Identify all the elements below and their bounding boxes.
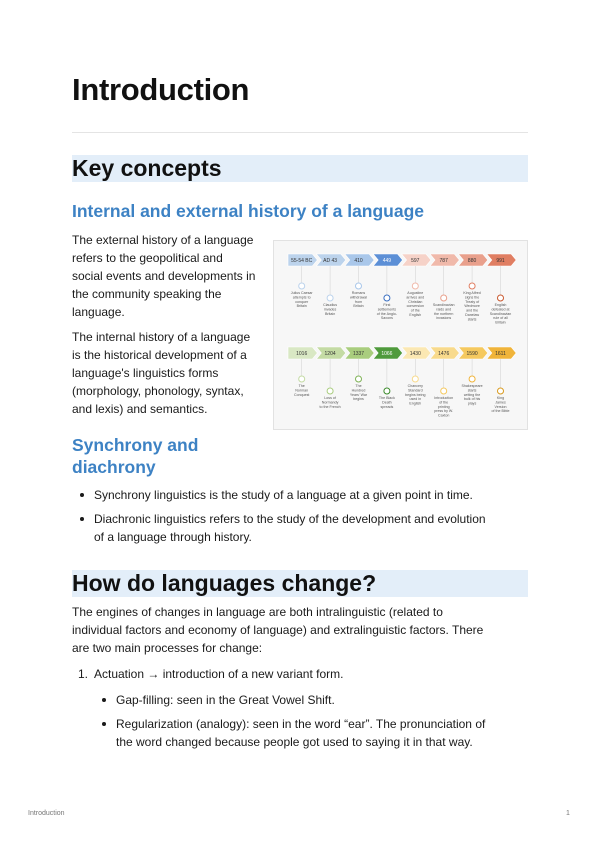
list-item-text: Actuation → introduction of a new variant form. — [94, 667, 344, 681]
heading-line: Synchrony and — [72, 435, 199, 455]
timeline-dot — [412, 283, 418, 289]
timeline-caption-line: from — [354, 299, 363, 304]
text-line: of a language through history. — [94, 530, 252, 544]
timeline-caption — [434, 396, 453, 418]
timeline-caption-line: of the Bible — [491, 409, 510, 414]
text-line: Regularization (analogy): seen in the word “ear”. The pronunciation of — [116, 717, 486, 731]
timeline-caption-line: to the French — [319, 404, 341, 409]
timeline-caption-line: and the — [466, 308, 479, 313]
list-item — [72, 486, 528, 504]
timeline-caption-line: conversion — [406, 304, 424, 309]
text-line: individual factors and economy of language) and extralinguistic factors. There — [72, 623, 484, 637]
text-line: The internal history of a language — [72, 330, 251, 344]
timeline-caption-line: Romans — [351, 291, 366, 295]
timeline-caption-line: Britain — [495, 320, 506, 325]
english-history-timeline-figure — [273, 240, 528, 430]
timeline-caption-line: writing the — [463, 392, 481, 397]
timeline-caption — [350, 384, 368, 401]
timeline-caption — [490, 303, 512, 325]
timeline-caption — [379, 396, 395, 409]
timeline-date: AD 43 — [323, 258, 338, 264]
heading-language-change: How do languages change? — [72, 570, 377, 596]
timeline-dot — [441, 388, 447, 394]
timeline-caption-line: Augustine — [407, 291, 424, 295]
timeline-caption-line: English — [409, 313, 422, 317]
timeline-caption-line: invasions — [436, 316, 452, 321]
paragraph-change-intro — [72, 603, 483, 657]
timeline-caption-line: Scandinavian — [432, 303, 455, 307]
timeline-graphic — [274, 241, 529, 431]
timeline-dot — [299, 376, 305, 382]
numbered-list — [72, 665, 528, 749]
timeline-caption-line: Loss of — [324, 396, 336, 400]
timeline-date: 1590 — [466, 351, 478, 357]
timeline-caption — [377, 303, 398, 320]
timeline-caption-line: of the Anglo- — [376, 311, 397, 316]
timeline-dot — [469, 376, 475, 382]
text-line: social events and developments in — [72, 269, 256, 283]
timeline-caption-line: Version — [494, 404, 507, 409]
timeline-caption-line: Wedmore — [464, 304, 480, 309]
text-line: Gap-filling: seen in the Great Vowel Shift. — [116, 693, 335, 707]
timeline-caption-line: The Black — [378, 396, 395, 400]
text-line: The external history of a language — [72, 233, 254, 247]
timeline-caption-line: Death — [382, 400, 392, 405]
timeline-date: 1611 — [495, 351, 506, 357]
text-line: and lexis) and semantics. — [72, 402, 208, 416]
timeline-dot — [327, 295, 333, 301]
text-line: are two main processes for change: — [72, 641, 263, 655]
timeline-caption-line: raids and — [436, 307, 452, 312]
timeline-caption-line: starts — [467, 388, 477, 393]
timeline-dot — [356, 376, 362, 382]
timeline-caption-line: attempts to — [292, 295, 311, 300]
text-line: Diachronic linguistics refers to the study of the development and evolution — [94, 512, 486, 526]
text-line: (morphology, phonology, syntax, — [72, 384, 244, 398]
timeline-caption-line: invades — [323, 307, 337, 312]
timeline-caption-line: Standard — [408, 388, 423, 393]
timeline-caption — [320, 396, 341, 409]
timeline-caption-line: starts — [467, 317, 477, 322]
timeline-date: 1430 — [409, 351, 421, 357]
actuation-sub-bullets — [94, 691, 528, 751]
timeline-caption-line: Britain — [296, 304, 307, 309]
timeline-caption — [463, 291, 480, 321]
timeline-caption-line: Introduction — [434, 396, 454, 400]
timeline-caption-line: rule of all — [493, 316, 508, 321]
timeline-caption-line: signs the — [464, 295, 480, 300]
page-title: Introduction — [72, 72, 250, 107]
timeline-date: 787 — [439, 258, 448, 264]
timeline-caption-line: Norman — [295, 388, 309, 393]
heading-key-concepts: Key concepts — [72, 155, 222, 181]
timeline-caption — [492, 396, 510, 413]
timeline-caption-line: Julius Caesar — [290, 291, 313, 295]
timeline-date: 1337 — [352, 351, 365, 357]
timeline-caption-line: Saxons — [380, 316, 393, 321]
text-line: language. — [72, 305, 125, 319]
timeline-caption-line: King — [496, 396, 505, 400]
timeline-caption-line: begins being — [405, 392, 426, 397]
timeline-caption-line: Treaty of — [465, 299, 480, 304]
timeline-caption-line: of the — [439, 400, 449, 405]
text-line: is the historical development of a — [72, 348, 247, 362]
text-line: refers to the geopolitical and — [72, 251, 223, 265]
timeline-caption — [433, 303, 455, 320]
timeline-dot — [327, 388, 333, 394]
heading-internal-external-history: Internal and external history of a language — [72, 201, 425, 221]
text-line: Synchrony linguistics is the study of a language at a given point in time. — [94, 488, 473, 502]
timeline-dot — [469, 283, 475, 289]
timeline-caption — [350, 291, 367, 308]
list-number: 1. — [78, 667, 89, 681]
list-item — [94, 691, 528, 709]
timeline-caption-line: settlements — [377, 307, 397, 312]
timeline-date: 991 — [496, 258, 505, 264]
timeline-caption-line: Shakespeare — [461, 384, 483, 388]
timeline-caption-line: Britain — [325, 311, 336, 316]
timeline-caption-line: conquer — [295, 299, 309, 304]
timeline-caption-line: Normandy — [321, 400, 339, 405]
timeline-dot — [384, 388, 390, 394]
timeline-dot — [384, 295, 390, 301]
timeline-caption-line: Hundred — [351, 388, 366, 393]
timeline-caption-line: King Alfred — [463, 291, 481, 295]
timeline-caption — [294, 384, 309, 397]
timeline-caption-line: the northern — [434, 311, 454, 316]
timeline-caption-line: The — [298, 384, 305, 388]
timeline-caption — [405, 384, 425, 406]
timeline-caption-line: used in — [409, 397, 422, 402]
timeline-caption — [406, 291, 424, 317]
timeline-dot — [498, 388, 504, 394]
timeline-caption-line: Claudius — [323, 303, 338, 307]
footer-section-name: Introduction — [28, 810, 65, 817]
timeline-caption-line: Britain — [353, 304, 364, 309]
timeline-caption-line: plays — [467, 401, 477, 406]
timeline-caption-line: press by W. — [434, 409, 454, 414]
footer-page-number: 1 — [566, 810, 570, 817]
timeline-caption-line: printing — [437, 404, 450, 409]
text-line: the community speaking the — [72, 287, 222, 301]
timeline-caption-line: Caxton — [438, 413, 450, 418]
timeline-dot — [498, 295, 504, 301]
timeline-dot — [299, 283, 305, 289]
timeline-caption — [291, 291, 314, 308]
heading-synchrony-diachrony — [72, 434, 198, 478]
paragraph-internal-history — [72, 328, 250, 418]
timeline-caption-line: Scandinavian — [489, 311, 512, 316]
timeline-caption-line: First — [383, 303, 391, 307]
timeline-caption-line: Danelaw — [465, 313, 480, 317]
list-item — [72, 665, 528, 683]
text-line: The engines of changes in language are both intralinguistic (related to — [72, 605, 443, 619]
timeline-caption — [323, 303, 337, 316]
timeline-caption-line: of the — [410, 308, 420, 313]
timeline-date: 1016 — [296, 351, 308, 357]
timeline-caption-line: Christian — [408, 299, 423, 304]
timeline-dot — [412, 376, 418, 382]
text-line: the word changed because people got used to saying it in that way. — [116, 735, 473, 749]
synchrony-bullet-list — [72, 486, 528, 552]
timeline-date: 1476 — [438, 351, 450, 357]
heading-line: diachrony — [72, 457, 156, 477]
timeline-caption-line: withdrawal — [350, 295, 367, 300]
timeline-caption-line: James — [495, 400, 506, 405]
text-line: language's linguistics forms — [72, 366, 219, 380]
title-divider — [72, 132, 528, 133]
list-item — [94, 715, 528, 751]
timeline-date: 449 — [382, 258, 392, 264]
timeline-caption-line: English — [409, 401, 422, 406]
timeline-caption-line: English — [494, 303, 507, 307]
timeline-caption-line: bulk of his — [464, 397, 481, 402]
timeline-dot — [356, 283, 362, 289]
timeline-date: 55-54 BC — [291, 258, 313, 264]
paragraph-external-history — [72, 231, 255, 321]
timeline-caption-line: Years' War — [349, 392, 368, 397]
timeline-caption — [462, 384, 483, 406]
timeline-dot — [441, 295, 447, 301]
timeline-date: 597 — [411, 258, 420, 264]
list-item — [72, 510, 528, 546]
timeline-date: 1066 — [381, 351, 393, 357]
timeline-date: 880 — [467, 258, 477, 264]
timeline-caption-line: defeated at — [491, 307, 510, 312]
timeline-caption-line: spreads — [380, 404, 394, 409]
timeline-date: 1204 — [324, 351, 336, 357]
timeline-caption-line: Chancery — [407, 384, 423, 388]
timeline-caption-line: arrives and — [406, 295, 425, 300]
timeline-date: 410 — [354, 258, 363, 264]
timeline-caption-line: The — [355, 384, 362, 388]
timeline-caption-line: begins — [353, 397, 364, 402]
timeline-caption-line: Conquest — [294, 392, 310, 397]
